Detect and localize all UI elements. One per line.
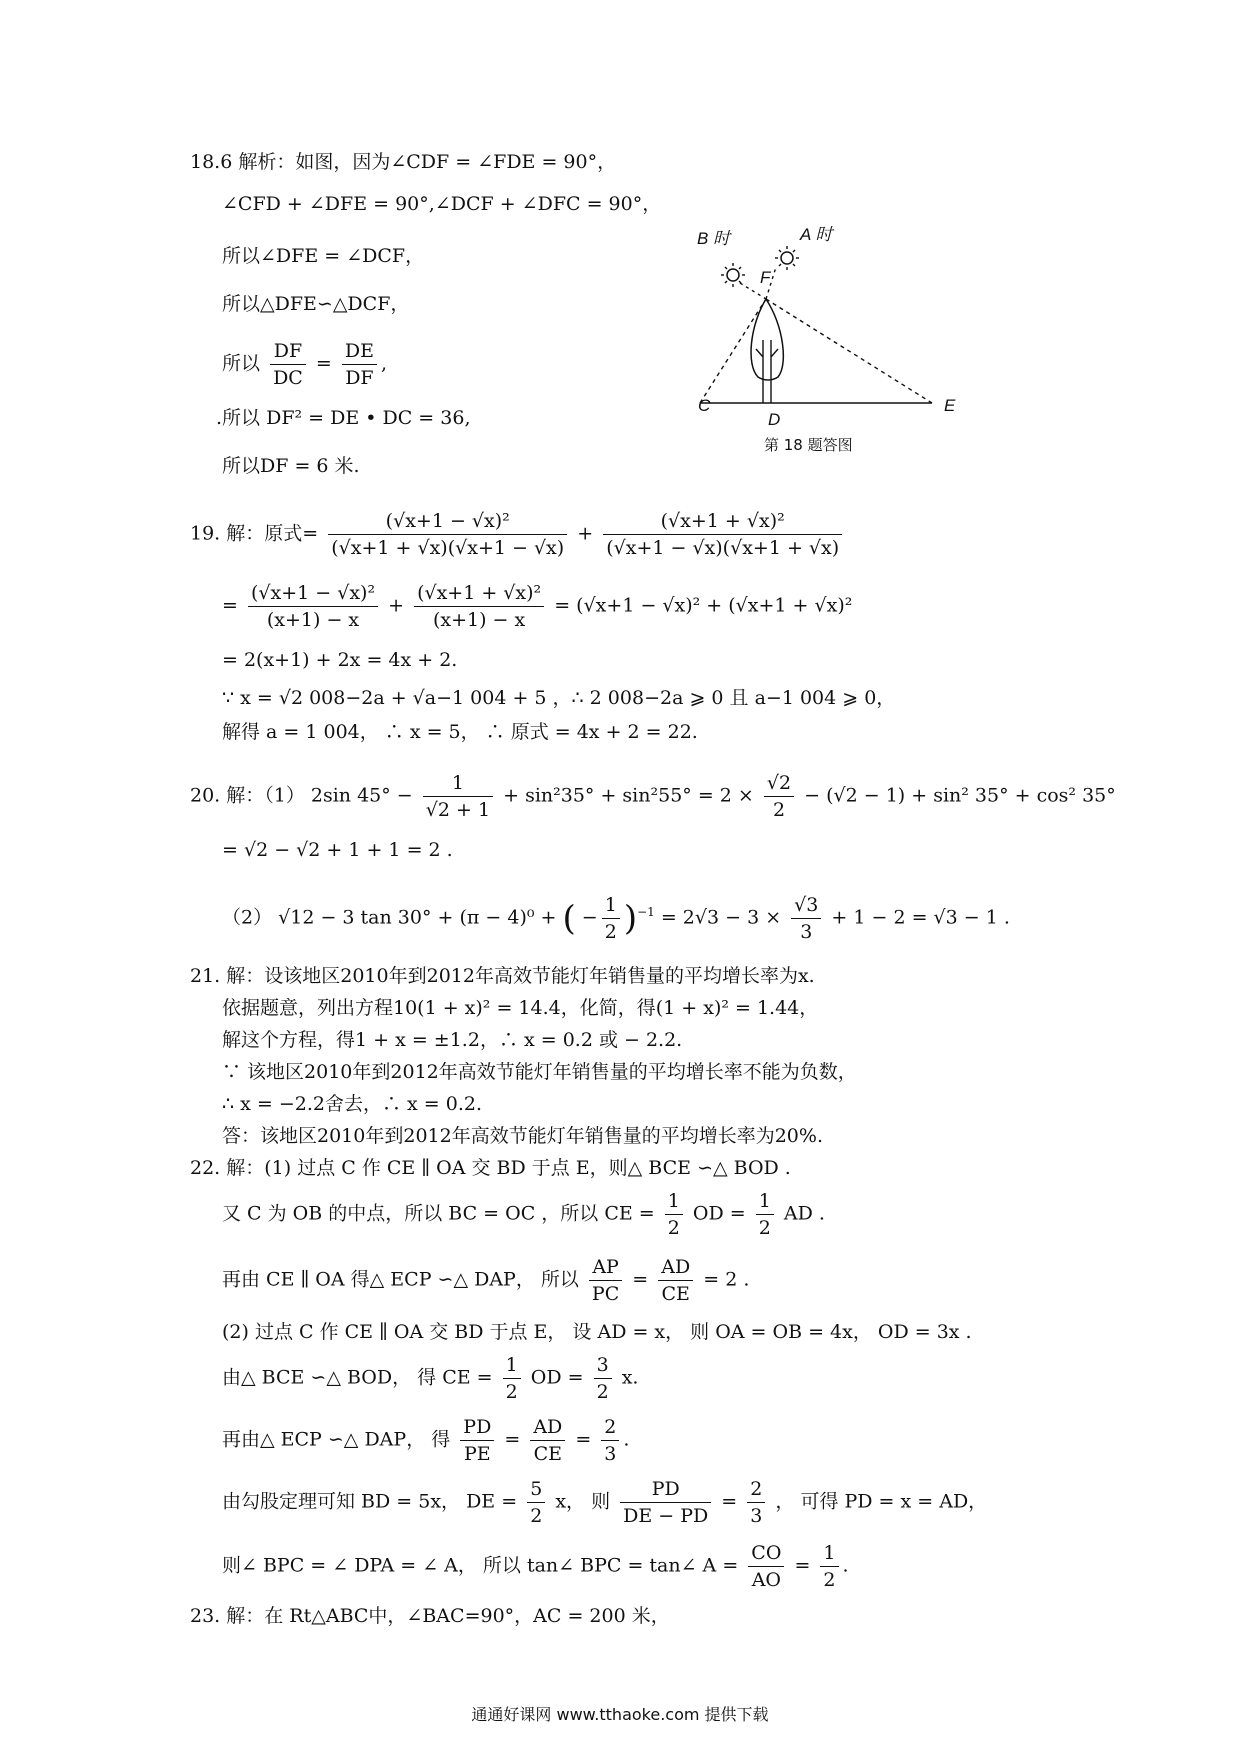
p21-line-2: 依据题意，列出方程10(1 + x)² = 14.4，化简，得(1 + x)² = 1.44，: [222, 997, 819, 1019]
p20-line-2: = √2 − √2 + 1 + 1 = 2 .: [222, 839, 453, 861]
p21-line-3: 解这个方程，得1 + x = ±1.2，∴ x = 0.2 或 − 2.2.: [222, 1029, 683, 1051]
p22-line-2-tail: AD .: [783, 1202, 825, 1225]
p20-tail: − (√2 − 1) + sin² 35° + cos² 35°: [804, 784, 1116, 807]
p18-line-1: 18.6 解析：如图，因为∠CDF = ∠FDE = 90°，: [190, 151, 617, 173]
p22-fraction-pd-pe: $\frac{PD}{PE}$: [460, 1414, 494, 1467]
p22-fraction-co-ao: $\frac{CO}{AO}$: [748, 1540, 784, 1593]
p18-fraction-df-dc: $\frac{DF}{DC}$: [270, 338, 306, 391]
p19-fraction-3: $\frac{\text{(√x+1 − √x)²}}{(x+1) - x}$: [248, 580, 378, 633]
p22-line-8: 则∠ BPC = ∠ DPA = ∠ A， 所以 tan∠ BPC = tan∠ A = $\frac{CO}{AO}$ = $\frac{1}{2}$ .: [222, 1542, 849, 1591]
figure-label-a: A 时: [800, 225, 833, 244]
figure-label-b: B 时: [697, 229, 731, 248]
p19-line-2-tail: = (√x+1 − √x)² + (√x+1 + √x)²: [554, 594, 853, 617]
p20-fraction-4: $\frac{√3}{3}$: [791, 892, 821, 945]
p18-line-7: 所以DF = 6 米.: [222, 455, 360, 477]
p20-part-2-mid: = 2√3 − 3 ×: [660, 906, 782, 929]
p20-fraction-1: $\frac{1}{√2 + 1}$: [423, 770, 493, 823]
p22-fraction-five-halves: $\frac{5}{2}$: [527, 1476, 545, 1529]
p18-line-2: ∠CFD + ∠DFE = 90°,∠DCF + ∠DFC = 90°，: [222, 193, 662, 215]
p22-line-3-tail: = 2 .: [703, 1268, 750, 1291]
p22-line-6: 再由△ ECP ∽△ DAP， 得 $\frac{PD}{PE}$ = $\frac{AD}{CE}$ = $\frac{2}{3}$ .: [222, 1416, 630, 1465]
figure-label-e: E: [944, 396, 956, 415]
p23-line-1: 23. 解：在 Rt△ABC中，∠BAC=90°，AC = 200 米，: [190, 1605, 670, 1627]
p22-fraction-two-thirds: $\frac{2}{3}$: [601, 1414, 619, 1467]
p18-line-4: 所以△DFE∽△DCF，: [222, 293, 410, 315]
p22-line-1: 22. 解：(1) 过点 C 作 CE ∥ OA 交 BD 于点 E，则△ BCE ∽△ BOD .: [190, 1157, 791, 1179]
p22-fraction-half-1: $\frac{1}{2}$: [665, 1188, 683, 1241]
p18-figure: [680, 215, 970, 455]
p22-line-3-head: 再由 CE ∥ OA 得△ ECP ∽△ DAP， 所以: [222, 1268, 579, 1291]
p19-line-3: = 2(x+1) + 2x = 4x + 2.: [222, 649, 458, 671]
figure-caption: 第 18 题答图: [764, 436, 853, 454]
p19-line-2: = $\frac{\text{(√x+1 − √x)²}}{(x+1) - x}$ + $\frac{\text{(√x+1 + √x)²}}{(x+1) - x}$ = (√x+1 − √x)² + (√x+1 + √x)²: [222, 582, 853, 631]
p19-line-1: 19. 解：原式= $\frac{\text{(√x+1 − √x)²}}{(√x+1 + √x)(√x+1 - √x)}$ + $\frac{\text{(√x+1 + √x)²}}{(√x+1 - √x)(√x+1 + √x)}$: [190, 508, 846, 561]
p19-fraction-2: $\frac{\text{(√x+1 + √x)²}}{(√x+1 - √x)(√x+1 + √x)}$: [603, 508, 842, 561]
p22-fraction-half-2: $\frac{1}{2}$: [756, 1188, 774, 1241]
p22-line-7-head: 由勾股定理可知 BD = 5x， DE =: [222, 1490, 518, 1513]
p21-line-4: ∵ 该地区2010年到2012年高效节能灯年销售量的平均增长率不能为负数，: [222, 1061, 857, 1083]
p19-fraction-1: $\frac{\text{(√x+1 − √x)²}}{(√x+1 + √x)(√x+1 - √x)}$: [328, 508, 567, 561]
p18-line-3: 所以∠DFE = ∠DCF，: [222, 245, 425, 267]
p22-line-4: (2) 过点 C 作 CE ∥ OA 交 BD 于点 E， 设 AD = x， 则 OA = OB = 4x， OD = 3x .: [222, 1321, 972, 1343]
p22-line-6-head: 再由△ ECP ∽△ DAP， 得: [222, 1428, 451, 1451]
p22-line-5-tail: x.: [621, 1366, 639, 1389]
p22-line-8-head: 则∠ BPC = ∠ DPA = ∠ A， 所以 tan∠ BPC = tan∠ A =: [222, 1554, 739, 1577]
p22-fraction-ad-ce-2: $\frac{AD}{CE}$: [530, 1414, 565, 1467]
p22-line-7-mid: x， 则: [555, 1490, 611, 1513]
ray-c-to-f: [700, 299, 766, 403]
footer-download-note: 通通好课网 www.tthaoke.com 提供下载: [471, 1705, 769, 1724]
p22-fraction-three-halves: $\frac{3}{2}$: [594, 1352, 612, 1405]
sun-icon: [775, 246, 799, 270]
p22-line-5-head: 由△ BCE ∽△ BOD， 得 CE =: [222, 1366, 493, 1389]
p20-fraction-2: $\frac{√2}{2}$: [764, 770, 794, 823]
p22-fraction-ap-pc: $\frac{AP}{PC}$: [589, 1254, 622, 1307]
p22-fraction-ad-ce: $\frac{AD}{CE}$: [658, 1254, 693, 1307]
p20-fraction-3: $\frac{1}{2}$: [602, 892, 620, 945]
p22-fraction-half-3: $\frac{1}{2}$: [503, 1352, 521, 1405]
p21-line-1: 21. 解：设该地区2010年到2012年高效节能灯年销售量的平均增长率为x.: [190, 965, 815, 987]
p22-fraction-one-half: $\frac{1}{2}$: [820, 1540, 838, 1593]
p18-line-5: 所以 $\frac{DF}{DC}$ = $\frac{DE}{DF}$ ,: [222, 340, 387, 389]
p22-line-2-head: 又 C 为 OB 的中点，所以 BC = OC ，所以 CE =: [222, 1202, 655, 1225]
p20-part-2-head: （2） √12 − 3 tan 30° + (π − 4)⁰ +: [222, 906, 557, 929]
p19-line-4: ∵ x = √2 008−2a + √a−1 004 + 5 ，∴ 2 008−2a ⩾ 0 且 a−1 004 ⩾ 0，: [222, 687, 896, 709]
p21-line-5: ∴ x = −2.2舍去，∴ x = 0.2.: [222, 1093, 482, 1115]
p20-mid: + sin²35° + sin²55° = 2 ×: [503, 784, 754, 807]
p21-line-6: 答：该地区2010年到2012年高效节能灯年销售量的平均增长率为20%.: [222, 1125, 823, 1147]
p19-head: 19. 解：原式=: [190, 522, 319, 545]
figure-label-d: D: [768, 410, 781, 429]
p22-fraction-pd-de-pd: $\frac{PD}{DE - PD}$: [620, 1476, 711, 1529]
p19-fraction-4: $\frac{\text{(√x+1 + √x)²}}{(x+1) - x}$: [414, 580, 544, 633]
p22-line-3: 再由 CE ∥ OA 得△ ECP ∽△ DAP， 所以 $\frac{AP}{PC}$ = $\frac{AD}{CE}$ = 2 .: [222, 1256, 750, 1305]
p22-line-5-mid: OD =: [530, 1366, 584, 1389]
p20-part-2-tail: + 1 − 2 = √3 − 1 .: [831, 906, 1010, 929]
p22-line-2: [222, 1188, 825, 1241]
figure-label-c: C: [698, 396, 711, 415]
p20-head: 20. 解：（1） 2sin 45° −: [190, 784, 413, 807]
p22-fraction-two-thirds-2: $\frac{2}{3}$: [747, 1476, 765, 1529]
p18-line-6: .所以 DF² = DE • DC = 36,: [216, 407, 471, 429]
p22-line-7: 由勾股定理可知 BD = 5x， DE = $\frac{5}{2}$ x， 则 $\frac{PD}{DE - PD}$ = $\frac{2}{3}$ ， 可得 PD = x = AD，: [222, 1478, 988, 1527]
p18-fraction-de-df: $\frac{DE}{DF}$: [342, 338, 377, 391]
p19-line-5: 解得 a = 1 004， ∴ x = 5， ∴ 原式 = 4x + 2 = 22.: [222, 721, 698, 743]
ray-f-to-e: [766, 299, 932, 403]
p20-line-1: [190, 770, 1116, 823]
p20-line-3: （2） √12 − 3 tan 30° + (π − 4)⁰ + ( − $\frac{1}{2}$ )$^{-1}$ = 2√3 − 3 × $\frac{√3}{3}$ + 1 − 2 = √3 − 1 .: [222, 894, 1010, 943]
p22-line-2-mid: OD =: [692, 1202, 746, 1225]
p22-line-5: [222, 1352, 638, 1405]
figure-label-f: F: [760, 268, 771, 287]
p22-line-7-tail: ， 可得 PD = x = AD，: [775, 1490, 988, 1513]
p18-so-label: 所以: [222, 352, 261, 375]
